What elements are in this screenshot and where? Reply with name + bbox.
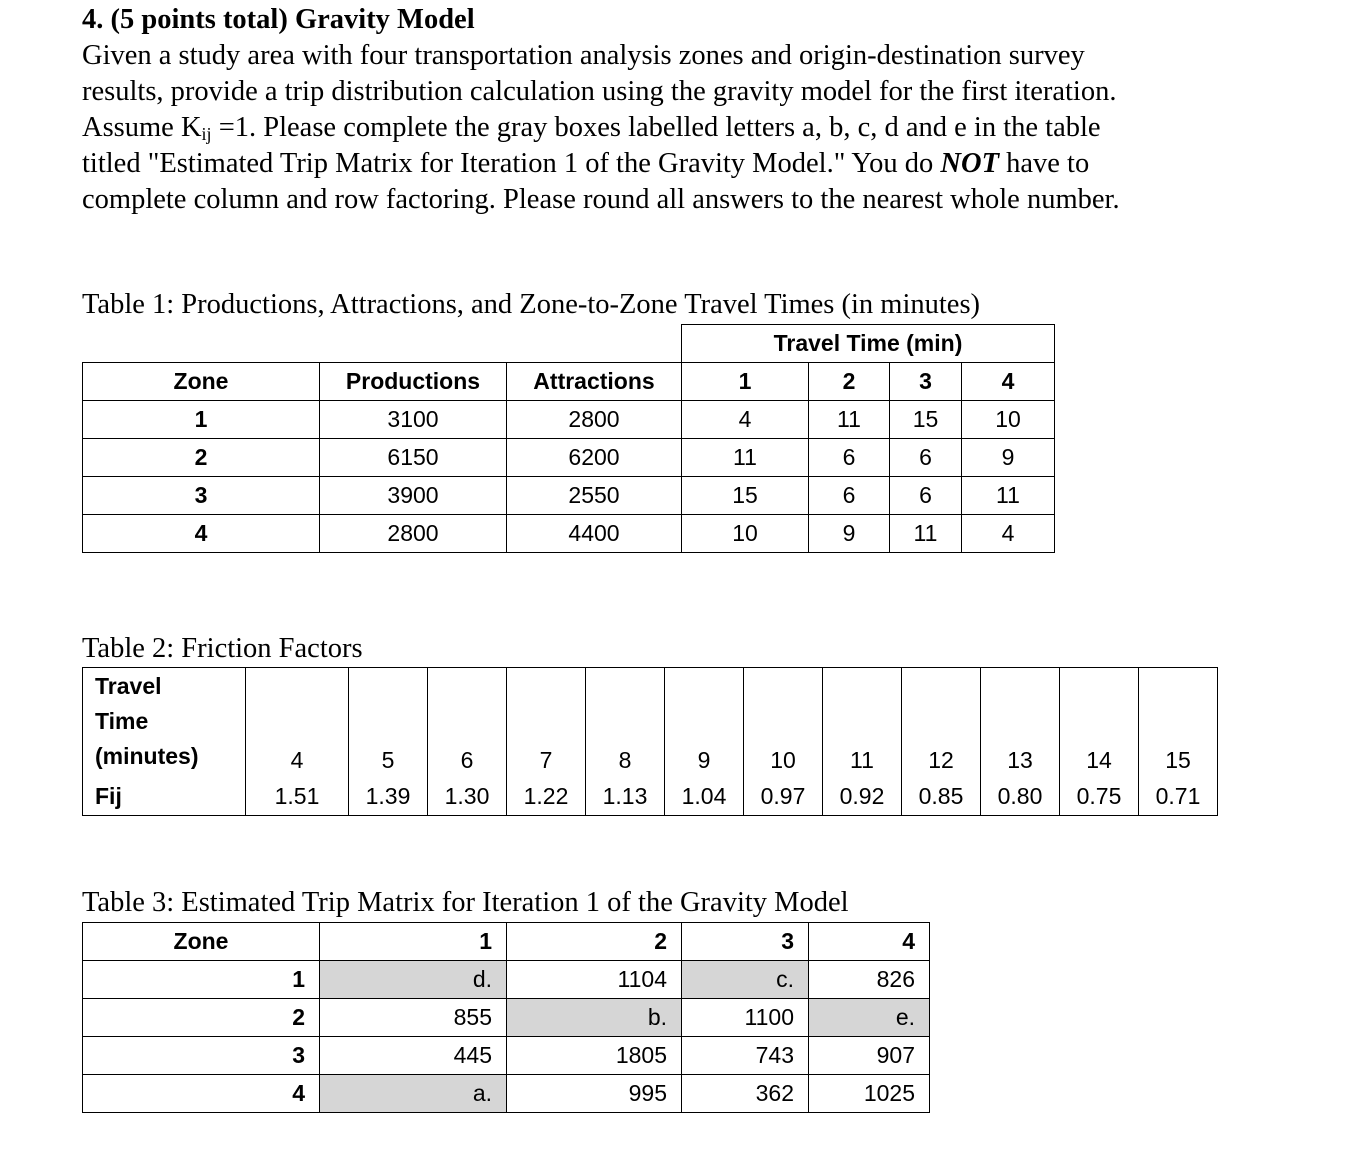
table-cell: 4 [962,515,1055,553]
time-cell: 5 [349,668,428,778]
friction-factors-table [82,667,1218,816]
time-cell: 14 [1060,668,1139,778]
time-cell: 7 [507,668,586,778]
factor-cell: 1.22 [507,777,586,816]
table-cell: 6 [809,477,890,515]
label-line: (minutes) [95,743,199,769]
zone-cell: 2 [83,999,320,1037]
factor-cell: 1.39 [349,777,428,816]
line4-text: titled "Estimated Trip Matrix for Iteration 1 of the Gravity Model." You do [82,148,941,179]
table-row [83,477,1055,515]
table-cell: 6200 [507,439,682,477]
table3-header-row [83,923,930,961]
column-header: 2 [507,923,682,961]
table-cell: 11 [890,515,962,553]
column-header: 1 [682,363,809,401]
travel-time-row [83,668,1218,778]
table-cell: 995 [507,1075,682,1113]
factor-cell: 0.71 [1139,777,1218,816]
travel-time-group-header: Travel Time (min) [682,325,1055,363]
table-cell: 6 [890,477,962,515]
answer-box-c: c. [682,961,809,999]
table-cell: 2550 [507,477,682,515]
problem-statement [82,2,1312,218]
table-cell: 1100 [682,999,809,1037]
table-row [83,1075,930,1113]
zone-cell: 3 [83,1037,320,1075]
table-cell: 2800 [320,515,507,553]
table-cell: 1805 [507,1037,682,1075]
answer-box-d: d. [320,961,507,999]
table-row [83,401,1055,439]
friction-factor-row [83,777,1218,816]
table-cell: 9 [962,439,1055,477]
zone-cell: 1 [83,401,320,439]
table-cell: 6150 [320,439,507,477]
line4-tail: have to [998,148,1090,179]
table1-caption: Table 1: Productions, Attractions, and Zone-to-Zone Travel Times (in minutes) [82,289,981,320]
time-cell: 11 [823,668,902,778]
assume-text: Assume K [82,112,202,143]
answer-box-e: e. [809,999,930,1037]
factor-cell: 1.51 [246,777,349,816]
column-header: 4 [809,923,930,961]
table-cell: 11 [809,401,890,439]
column-header: Attractions [507,363,682,401]
table-cell: 9 [809,515,890,553]
column-header: 1 [320,923,507,961]
factor-cell: 1.04 [665,777,744,816]
instruction-text: =1. Please complete the gray boxes labelled letters a, b, c, d and e in the table [211,112,1101,143]
time-cell: 13 [981,668,1060,778]
k-subscript: ij [201,124,212,144]
label-line: Travel [95,673,162,699]
table-cell: 15 [682,477,809,515]
column-header: 3 [682,923,809,961]
table-cell: 10 [962,401,1055,439]
factor-cell: 1.13 [586,777,665,816]
table3-caption: Table 3: Estimated Trip Matrix for Iteration 1 of the Gravity Model [82,887,849,918]
productions-attractions-table [82,324,1055,553]
table-cell: 1104 [507,961,682,999]
column-header: 3 [890,363,962,401]
problem-line-1: Given a study area with four transportation analysis zones and origin-destination survey [82,40,1085,71]
zone-cell: 4 [83,1075,320,1113]
factor-cell: 1.30 [428,777,507,816]
answer-box-a: a. [320,1075,507,1113]
table-cell: 6 [890,439,962,477]
table-cell: 11 [682,439,809,477]
table-row [83,961,930,999]
table-row [83,515,1055,553]
table-cell: 445 [320,1037,507,1075]
time-cell: 15 [1139,668,1218,778]
table-cell: 4400 [507,515,682,553]
column-header: Productions [320,363,507,401]
zone-cell: 3 [83,477,320,515]
problem-line-3 [82,110,1312,146]
not-emphasis: NOT [940,148,999,179]
time-cell: 9 [665,668,744,778]
time-cell: 8 [586,668,665,778]
table-cell: 2800 [507,401,682,439]
table-row [83,1037,930,1075]
label-line: Time [95,708,149,734]
column-header: 4 [962,363,1055,401]
problem-line-2: results, provide a trip distribution calculation using the gravity model for the first iteration. [82,76,1117,107]
table-cell: 1025 [809,1075,930,1113]
time-cell: 12 [902,668,981,778]
problem-line-4 [82,146,1312,182]
zone-cell: 2 [83,439,320,477]
table-cell: 10 [682,515,809,553]
table-cell: 11 [962,477,1055,515]
factor-cell: 0.97 [744,777,823,816]
table1-spacer [83,325,682,363]
table-cell: 907 [809,1037,930,1075]
column-header: Zone [83,363,320,401]
table-cell: 362 [682,1075,809,1113]
column-header: 2 [809,363,890,401]
trip-matrix-table [82,922,930,1113]
factor-cell: 0.80 [981,777,1060,816]
column-header: Zone [83,923,320,961]
zone-cell: 1 [83,961,320,999]
problem-line-5: complete column and row factoring. Please round all answers to the nearest whole number. [82,184,1120,215]
friction-label: Fij [83,777,246,816]
table1-header-row [83,363,1055,401]
table-cell: 3900 [320,477,507,515]
table-cell: 3100 [320,401,507,439]
table-row [83,999,930,1037]
time-cell: 10 [744,668,823,778]
factor-cell: 0.92 [823,777,902,816]
problem-title: 4. (5 points total) Gravity Model [82,4,475,35]
zone-cell: 4 [83,515,320,553]
table-cell: 15 [890,401,962,439]
table-cell: 743 [682,1037,809,1075]
table2-caption: Table 2: Friction Factors [82,633,363,664]
factor-cell: 0.75 [1060,777,1139,816]
table-cell: 4 [682,401,809,439]
table-cell: 855 [320,999,507,1037]
table-row [83,439,1055,477]
time-cell: 6 [428,668,507,778]
answer-box-b: b. [507,999,682,1037]
time-cell: 4 [246,668,349,778]
factor-cell: 0.85 [902,777,981,816]
travel-time-label [83,668,246,778]
table-cell: 826 [809,961,930,999]
table-cell: 6 [809,439,890,477]
